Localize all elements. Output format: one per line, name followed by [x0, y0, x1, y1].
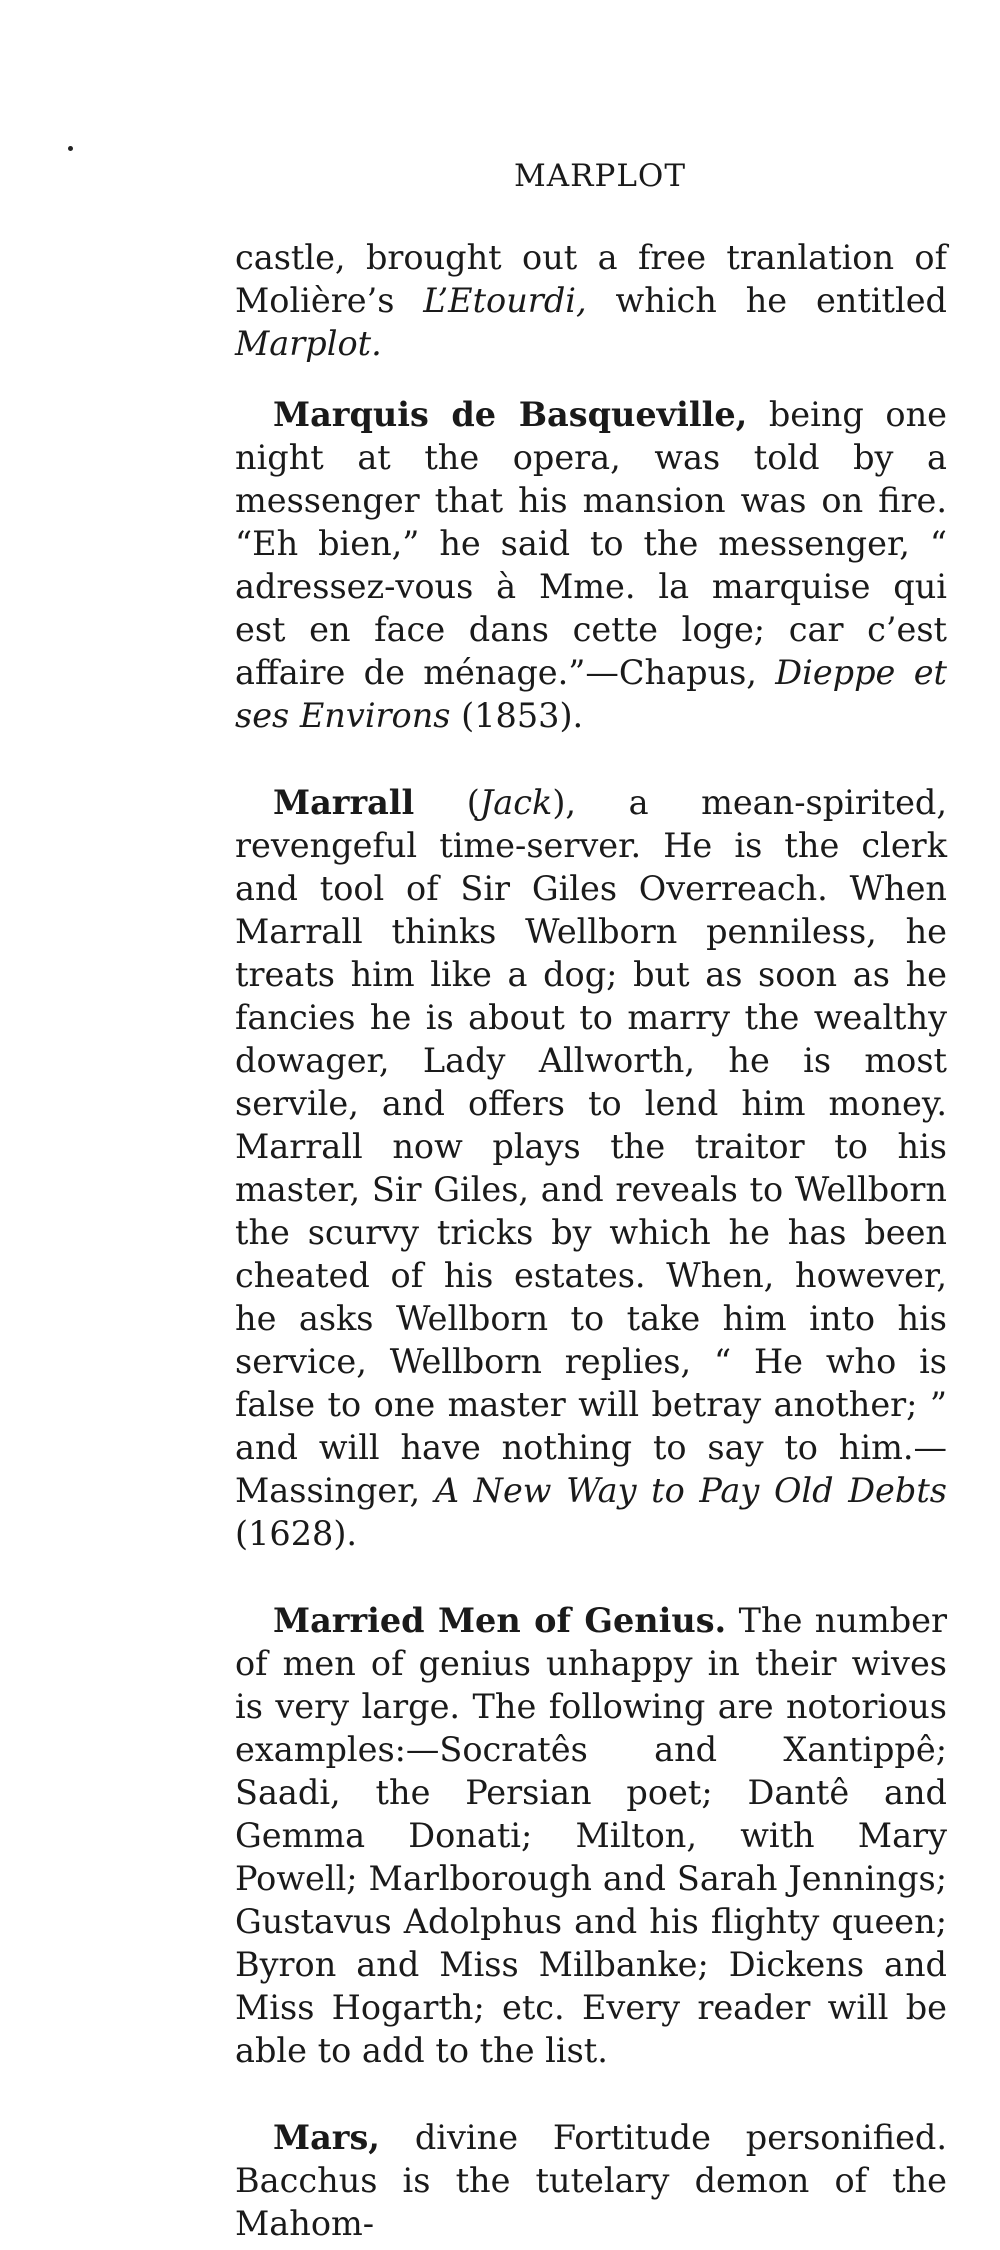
entry-continuation [235, 236, 947, 365]
entry-headword: Marrall [273, 783, 415, 822]
entry-headword: Mars, [273, 2118, 380, 2157]
entry-marrall [235, 781, 947, 1555]
entry-text: ), a mean-spirited, revengeful time-server. He is the clerk and tool of Sir Giles Overreach. When Marrall thinks Wellborn penniless, he treats him like a dog; but as soon as he fancies he is about to marry the wealthy dowager, Lady Allworth, he is most servile, and offers to lend him money. Marrall now plays the traitor to his master, Sir Giles, and reveals to Wellborn the scurvy tricks by which he has been cheated of his estates. When, however, he asks Wellborn to take him into his service, Wellborn replies, “ He who is false to one master will betray another; ” and will have nothing to say to him.—Massinger, [235, 783, 948, 1510]
entry-marquis-de-basqueville [235, 393, 947, 737]
entry-headword: Married Men of Genius. [273, 1601, 727, 1640]
entry-italic: L’Etourdi, [423, 281, 587, 320]
entry-text: (1853). [450, 696, 584, 735]
entry-text: being one night at the opera, was told by a messenger that his mansion was on fire. “Eh bien,” he said to the messenger, “ adressez-vous à Mme. la marquise qui est en face dans cette loge; car c’est affaire de ménage.”—Chapus, [235, 395, 947, 692]
entry-text: (1628). [235, 1514, 358, 1553]
entry-text: which he entitled [586, 281, 947, 320]
entry-text: The number of men of genius unhappy in their wives is very large. The following are notorious examples:—Socratês and Xantippê; Saadi, the Persian poet; Dantê and Gemma Donati; Milton, with Mary Powell; Marlborough and Sarah Jennings; Gustavus Adolphus and his flighty queen; Byron and Miss Milbanke; Dickens and Miss Hogarth; etc. Every reader will be able to add to the list. [235, 1601, 948, 2070]
entry-headword: Marquis de Basqueville, [273, 395, 748, 434]
entry-text: ( [414, 783, 480, 822]
entry-text: divine Fortitude personified. Bacchus is the tutelary demon of the Mahom- [235, 2118, 947, 2243]
entry-mars [235, 2116, 947, 2245]
text-column [235, 236, 947, 2245]
entry-italic: Marplot. [235, 324, 382, 363]
entry-italic: Jack [479, 783, 553, 822]
entry-italic: A New Way to Pay Old Debts [434, 1471, 947, 1510]
entry-married-men-of-genius [235, 1599, 947, 2072]
running-head: MARPLOT [513, 158, 686, 194]
page-speck [68, 146, 73, 151]
entry-italic: Dieppe et ses Environs [235, 653, 947, 735]
entry-text: castle, brought out a free tranlation of Molière’s [235, 238, 947, 320]
